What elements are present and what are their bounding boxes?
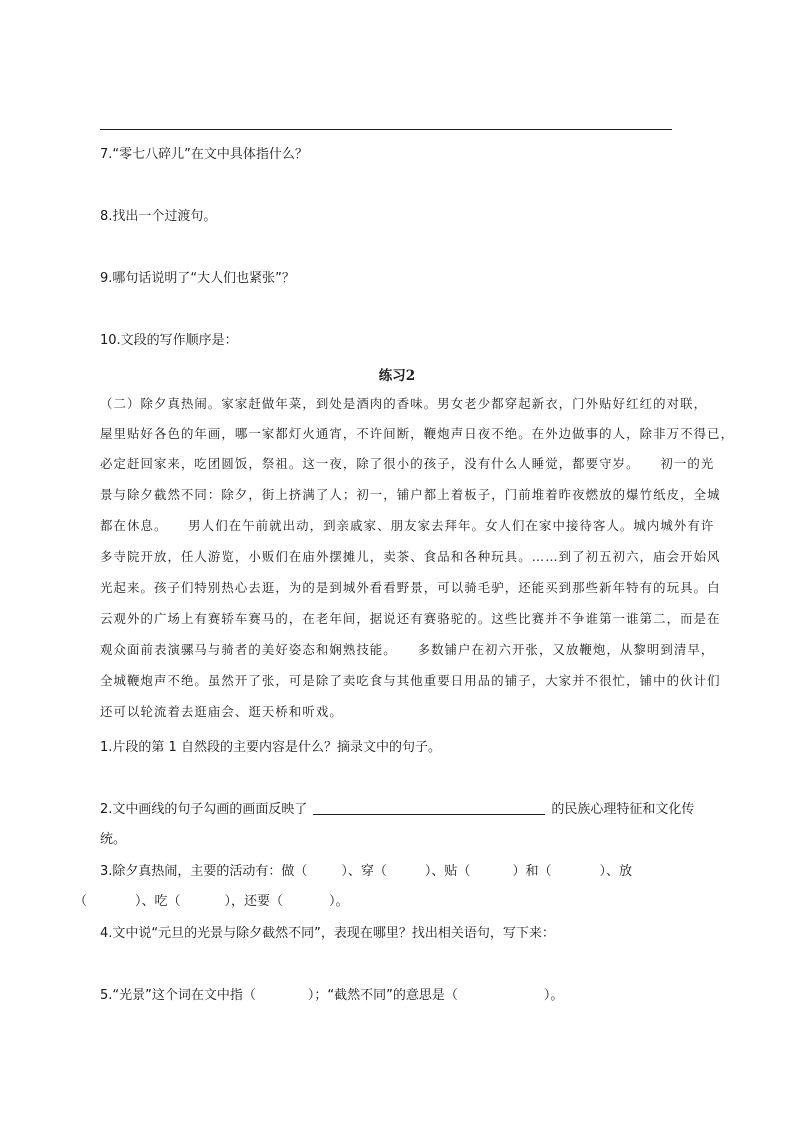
question-5 [100, 986, 563, 1006]
passage-line: 都在休息。 男人们在午前就出动，到亲戚家、朋友家去拜年。女人们在家中接待客人。城内城外有许 [100, 518, 715, 533]
q3-part: ）、放 [599, 864, 632, 879]
question-1: 1.片段的第 1 自然段的主要内容是什么？摘录文中的句子。 [100, 740, 441, 755]
q3-part: ）、吃（ [135, 894, 181, 909]
question-8: 8.找出一个过渡句。 [100, 209, 217, 224]
passage-line: 还可以轮流着去逛庙会、逛天桥和听戏。 [100, 704, 343, 719]
passage-line: 云观外的广场上有赛轿车赛马的，在老年间，据说还有赛骆驼的。这些比赛并不争谁第一谁第二，而是在 [100, 611, 721, 626]
question-2 [100, 800, 694, 820]
passage-line: 屋里贴好各色的年画，哪一家都灯火通宵，不许间断，鞭炮声日夜不绝。在外边做事的人，除非万不得已， [100, 426, 735, 441]
q3-part: ），还要（ [224, 894, 284, 909]
passage-line: （二）除夕真热闹。家家赶做年菜，到处是酒肉的香味。男女老少都穿起新衣，门外贴好红红的对联， [100, 396, 708, 411]
question-2-text: 2.文中画线的句子勾画的画面反映了 [100, 802, 308, 817]
q3-part: ）、穿（ [341, 864, 387, 879]
q3-part: ）和（ [512, 864, 552, 879]
q5-part: ）；“截然不同”的意思是（ [307, 988, 458, 1003]
question-4: 4.文中说“元旦的光景与除夕截然不同”，表现在哪里？找出相关语句，写下来： [100, 926, 555, 941]
exercise-title: 练习2 [378, 368, 416, 384]
q3-part: 3.除夕真热闹，主要的活动有：做（ [100, 864, 308, 879]
question-9: 9.哪句话说明了“大人们也紧张”？ [100, 271, 295, 286]
question-10: 10.文段的写作顺序是： [100, 333, 238, 348]
question-7: 7.“零七八碎儿”在文中具体指什么？ [100, 147, 308, 162]
q5-part: ）。 [543, 988, 564, 1003]
question-2-continued: 统。 [100, 832, 127, 847]
question-2-text-end: 的民族心理特征和文化传 [551, 802, 695, 817]
fill-blank-line[interactable] [313, 814, 545, 815]
q3-part: （ [74, 894, 88, 909]
passage-line: 全城鞭炮声不绝。虽然开了张，可是除了卖吃食与其他重要日用品的铺子，大家并不很忙，铺中的伙计们 [100, 673, 721, 688]
passage-line: 多寺院开放，任人游览，小贩们在庙外摆摊儿，卖茶、食品和各种玩具。……到了初五初六，庙会开始风 [100, 549, 721, 564]
question-3-continued [74, 892, 349, 912]
passage-line: 观众面前表演骡马与骑者的美好姿态和娴熟技能。 多数铺户在初六开张，又放鞭炮，从黎明到清早， [100, 642, 715, 657]
passage-line: 必定赶回家来，吃团圆饭，祭祖。这一夜，除了很小的孩子，没有什么人睡觉，都要守岁。 初一的光 [100, 456, 715, 471]
question-3 [100, 862, 632, 882]
q5-part: 5.“光景”这个词在文中指（ [100, 988, 256, 1003]
answer-line [100, 129, 672, 130]
q3-part: ）、贴（ [424, 864, 471, 879]
q3-part: ）。 [329, 894, 349, 909]
passage-line: 光起来。孩子们特别热心去逛，为的是到城外看看野景，可以骑毛驴，还能买到那些新年特有的玩具。白 [100, 580, 721, 595]
passage-line: 景与除夕截然不同：除夕，街上挤满了人；初一，铺户都上着板子，门前堆着昨夜燃放的爆竹纸皮，全城 [100, 487, 721, 502]
